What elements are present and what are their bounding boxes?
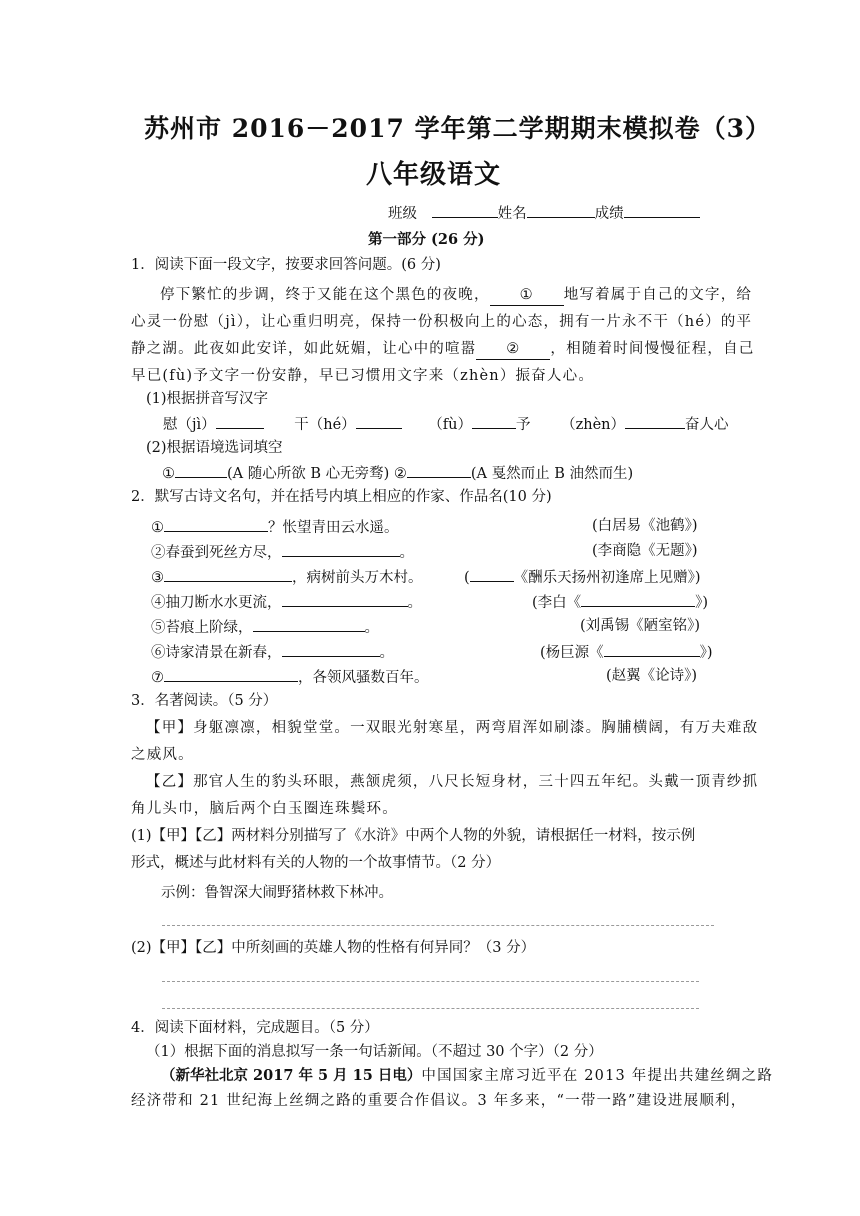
q3-sub1-line1: (1)【甲】【乙】两材料分别描写了《水浒》中两个人物的外貌，请根据任一材料，按示例 xyxy=(131,828,696,844)
poem-blank-4[interactable] xyxy=(282,591,408,607)
poem-line-4 xyxy=(151,591,422,613)
poem-line-1 xyxy=(151,516,399,538)
q3-example: 示例：鲁智深大闹野猪林救下林冲。 xyxy=(161,885,393,901)
source-text: (李白《 xyxy=(532,595,582,611)
part-one-heading: 第一部分 (26 分) xyxy=(368,231,485,248)
q1-blank-2[interactable]: ② xyxy=(476,339,550,360)
q3-material-yi-line1: 【乙】那官人生的豹头环眼，燕颔虎须，八尺长短身材，三十四五年纪。头戴一顶青纱抓 xyxy=(146,774,759,790)
news-dateline: （新华社北京 2017 年 5 月 15 日电） xyxy=(161,1067,422,1084)
source-text: (杨巨源《 xyxy=(540,645,604,661)
pinyin-item: （fù） xyxy=(428,417,472,433)
q2-stem: 2．默写古诗文名句，并在括号内填上相应的作家、作品名(10 分) xyxy=(131,489,552,505)
poem-source-5: (刘禹锡《陋室铭》) xyxy=(580,618,701,634)
poem-blank-3[interactable] xyxy=(164,566,292,582)
poem-text: ③ xyxy=(151,570,164,586)
choice-blank-1[interactable] xyxy=(175,462,227,478)
poem-author-blank-3[interactable] xyxy=(470,566,514,582)
page-subtitle: 八年级语文 xyxy=(366,160,502,190)
choice-options-1: (A 随心所欲 B 心无旁骛) xyxy=(227,466,390,482)
pinyin-item: 慰（jì） xyxy=(163,417,216,433)
poem-source-1: (白居易《池鹤》) xyxy=(592,518,698,534)
poem-line-7 xyxy=(151,666,429,688)
score-label: 成绩 xyxy=(594,206,624,222)
choice-blank-2[interactable] xyxy=(407,462,471,478)
pinyin-item: （zhèn） xyxy=(561,417,626,433)
poem-text: 。 xyxy=(379,645,394,661)
q1-sub2: (2)根据语境选词填空 xyxy=(146,440,283,456)
name-blank[interactable] xyxy=(527,202,595,218)
q1-stem: 1．阅读下面一段文字，按要求回答问题。(6 分) xyxy=(131,257,441,273)
q3-sub1-line2: 形式，概述与此材料有关的人物的一个故事情节。（2 分） xyxy=(131,855,501,871)
page-title: 苏州市 2016－2017 学年第二学期期末模拟卷（3） xyxy=(144,114,771,143)
poem-text: ④抽刀断水水更流， xyxy=(151,595,282,611)
q1-sub1: (1)根据拼音写汉字 xyxy=(146,391,269,407)
poem-text: 。 xyxy=(399,545,414,561)
pinyin-item: 奋人心 xyxy=(685,417,729,433)
poem-text: ，各领风骚数百年。 xyxy=(298,670,429,686)
pinyin-blank-2[interactable] xyxy=(356,413,402,429)
class-label: 班级 xyxy=(388,206,417,222)
poem-source-6 xyxy=(540,641,713,663)
poem-source-4 xyxy=(532,591,708,613)
source-text: 《酬乐天扬州初逢席上见赠》) xyxy=(513,570,701,586)
q3-material-jia-line2: 之威风。 xyxy=(131,747,194,763)
poem-blank-6[interactable] xyxy=(282,641,380,657)
score-blank[interactable] xyxy=(624,202,700,218)
poem-line-3 xyxy=(151,566,423,588)
q1-choice-row xyxy=(162,462,633,484)
choice-number: ① xyxy=(162,466,175,482)
poem-line-6 xyxy=(151,641,394,663)
poem-work-blank-4[interactable] xyxy=(581,591,695,607)
class-blank[interactable] xyxy=(432,202,498,218)
q1-passage-line3 xyxy=(131,339,755,360)
source-text: 》) xyxy=(699,645,713,661)
name-label: 姓名 xyxy=(497,206,527,222)
q1-passage-text: 停下繁忙的步调，终于又能在这个黑色的夜晚， xyxy=(160,287,490,303)
choice-options-2: (A 戛然而止 B 油然而生) xyxy=(470,466,634,482)
q3-stem: 3．名著阅读。（5 分） xyxy=(131,693,278,709)
pinyin-blank-3[interactable] xyxy=(472,413,516,429)
poem-source-2: (李商隐《无题》) xyxy=(592,543,698,559)
q1-passage-line2: 心灵一份慰（jì），让心重归明亮，保持一份积极向上的心态，拥有一片永不干（hé）的平 xyxy=(131,314,753,330)
q1-passage-text: ，相随着时间慢慢征程，自己 xyxy=(550,341,755,357)
answer-line[interactable] xyxy=(162,981,699,982)
q4-news-line1 xyxy=(161,1066,773,1086)
q3-material-yi-line2: 角儿头巾，脑后两个白玉圈连珠鬓环。 xyxy=(131,801,398,817)
answer-line[interactable] xyxy=(162,925,714,926)
student-info-row xyxy=(388,202,700,224)
poem-work-blank-6[interactable] xyxy=(604,641,700,657)
poem-line-2 xyxy=(151,541,414,563)
poem-text: ？怅望青田云水遥。 xyxy=(268,520,399,536)
pinyin-item: 干（hé） xyxy=(294,417,356,433)
poem-source-3 xyxy=(464,566,701,588)
poem-text: ②春蚕到死丝方尽， xyxy=(151,545,282,561)
q3-material-jia-line1: 【甲】身躯凛凛，相貌堂堂。一双眼光射寒星，两弯眉浑如刷漆。胸脯横阔，有万夫难敌 xyxy=(146,720,759,736)
pinyin-blank-4[interactable] xyxy=(625,413,685,429)
q1-passage-text: 静之湖。此夜如此安详，如此妩媚，让心中的喧嚣 xyxy=(131,341,477,357)
poem-text: 。 xyxy=(364,620,379,636)
poem-text: ⑤苔痕上阶绿， xyxy=(151,620,253,636)
q4-stem: 4．阅读下面材料，完成题目。（5 分） xyxy=(131,1020,379,1036)
news-text: 中国国家主席习近平在 2013 年提出共建丝绸之路 xyxy=(421,1068,774,1084)
poem-blank-5[interactable] xyxy=(253,616,365,632)
poem-text: ① xyxy=(151,520,164,536)
pinyin-blank-1[interactable] xyxy=(216,413,264,429)
poem-text: 。 xyxy=(407,595,422,611)
q4-sub1: （1）根据下面的消息拟写一条一句话新闻。（不超过 30 个字）（2 分） xyxy=(146,1044,603,1060)
q1-passage-line4: 早已(fù)予文字一份安静，早已习惯用文字来（zhèn）振奋人心。 xyxy=(131,368,595,384)
source-text: 》) xyxy=(695,595,709,611)
poem-blank-1[interactable] xyxy=(164,516,268,532)
poem-text: ⑦ xyxy=(151,670,164,686)
poem-line-5 xyxy=(151,616,379,638)
poem-source-7: (赵翼《论诗》) xyxy=(606,668,698,684)
q1-blank-1[interactable]: ① xyxy=(490,285,564,306)
choice-number: ② xyxy=(393,466,407,482)
source-text: ( xyxy=(464,570,470,586)
poem-text: ，病树前头万木村。 xyxy=(292,570,423,586)
answer-line[interactable] xyxy=(162,1008,699,1009)
q1-passage-text: 地写着属于自己的文字，给 xyxy=(563,287,753,303)
pinyin-item: 予 xyxy=(516,417,531,433)
q4-news-line2: 经济带和 21 世纪海上丝绸之路的重要合作倡议。3 年多来，“一带一路”建设进展顺利， xyxy=(131,1093,747,1109)
poem-blank-7[interactable] xyxy=(164,666,298,682)
q1-pinyin-row xyxy=(163,413,729,435)
poem-blank-2[interactable] xyxy=(282,541,400,557)
q1-passage-line1 xyxy=(160,285,752,306)
poem-text: ⑥诗家清景在新春， xyxy=(151,645,282,661)
q3-sub2: (2)【甲】【乙】中所刻画的英雄人物的性格有何异同？（3 分） xyxy=(131,940,536,956)
